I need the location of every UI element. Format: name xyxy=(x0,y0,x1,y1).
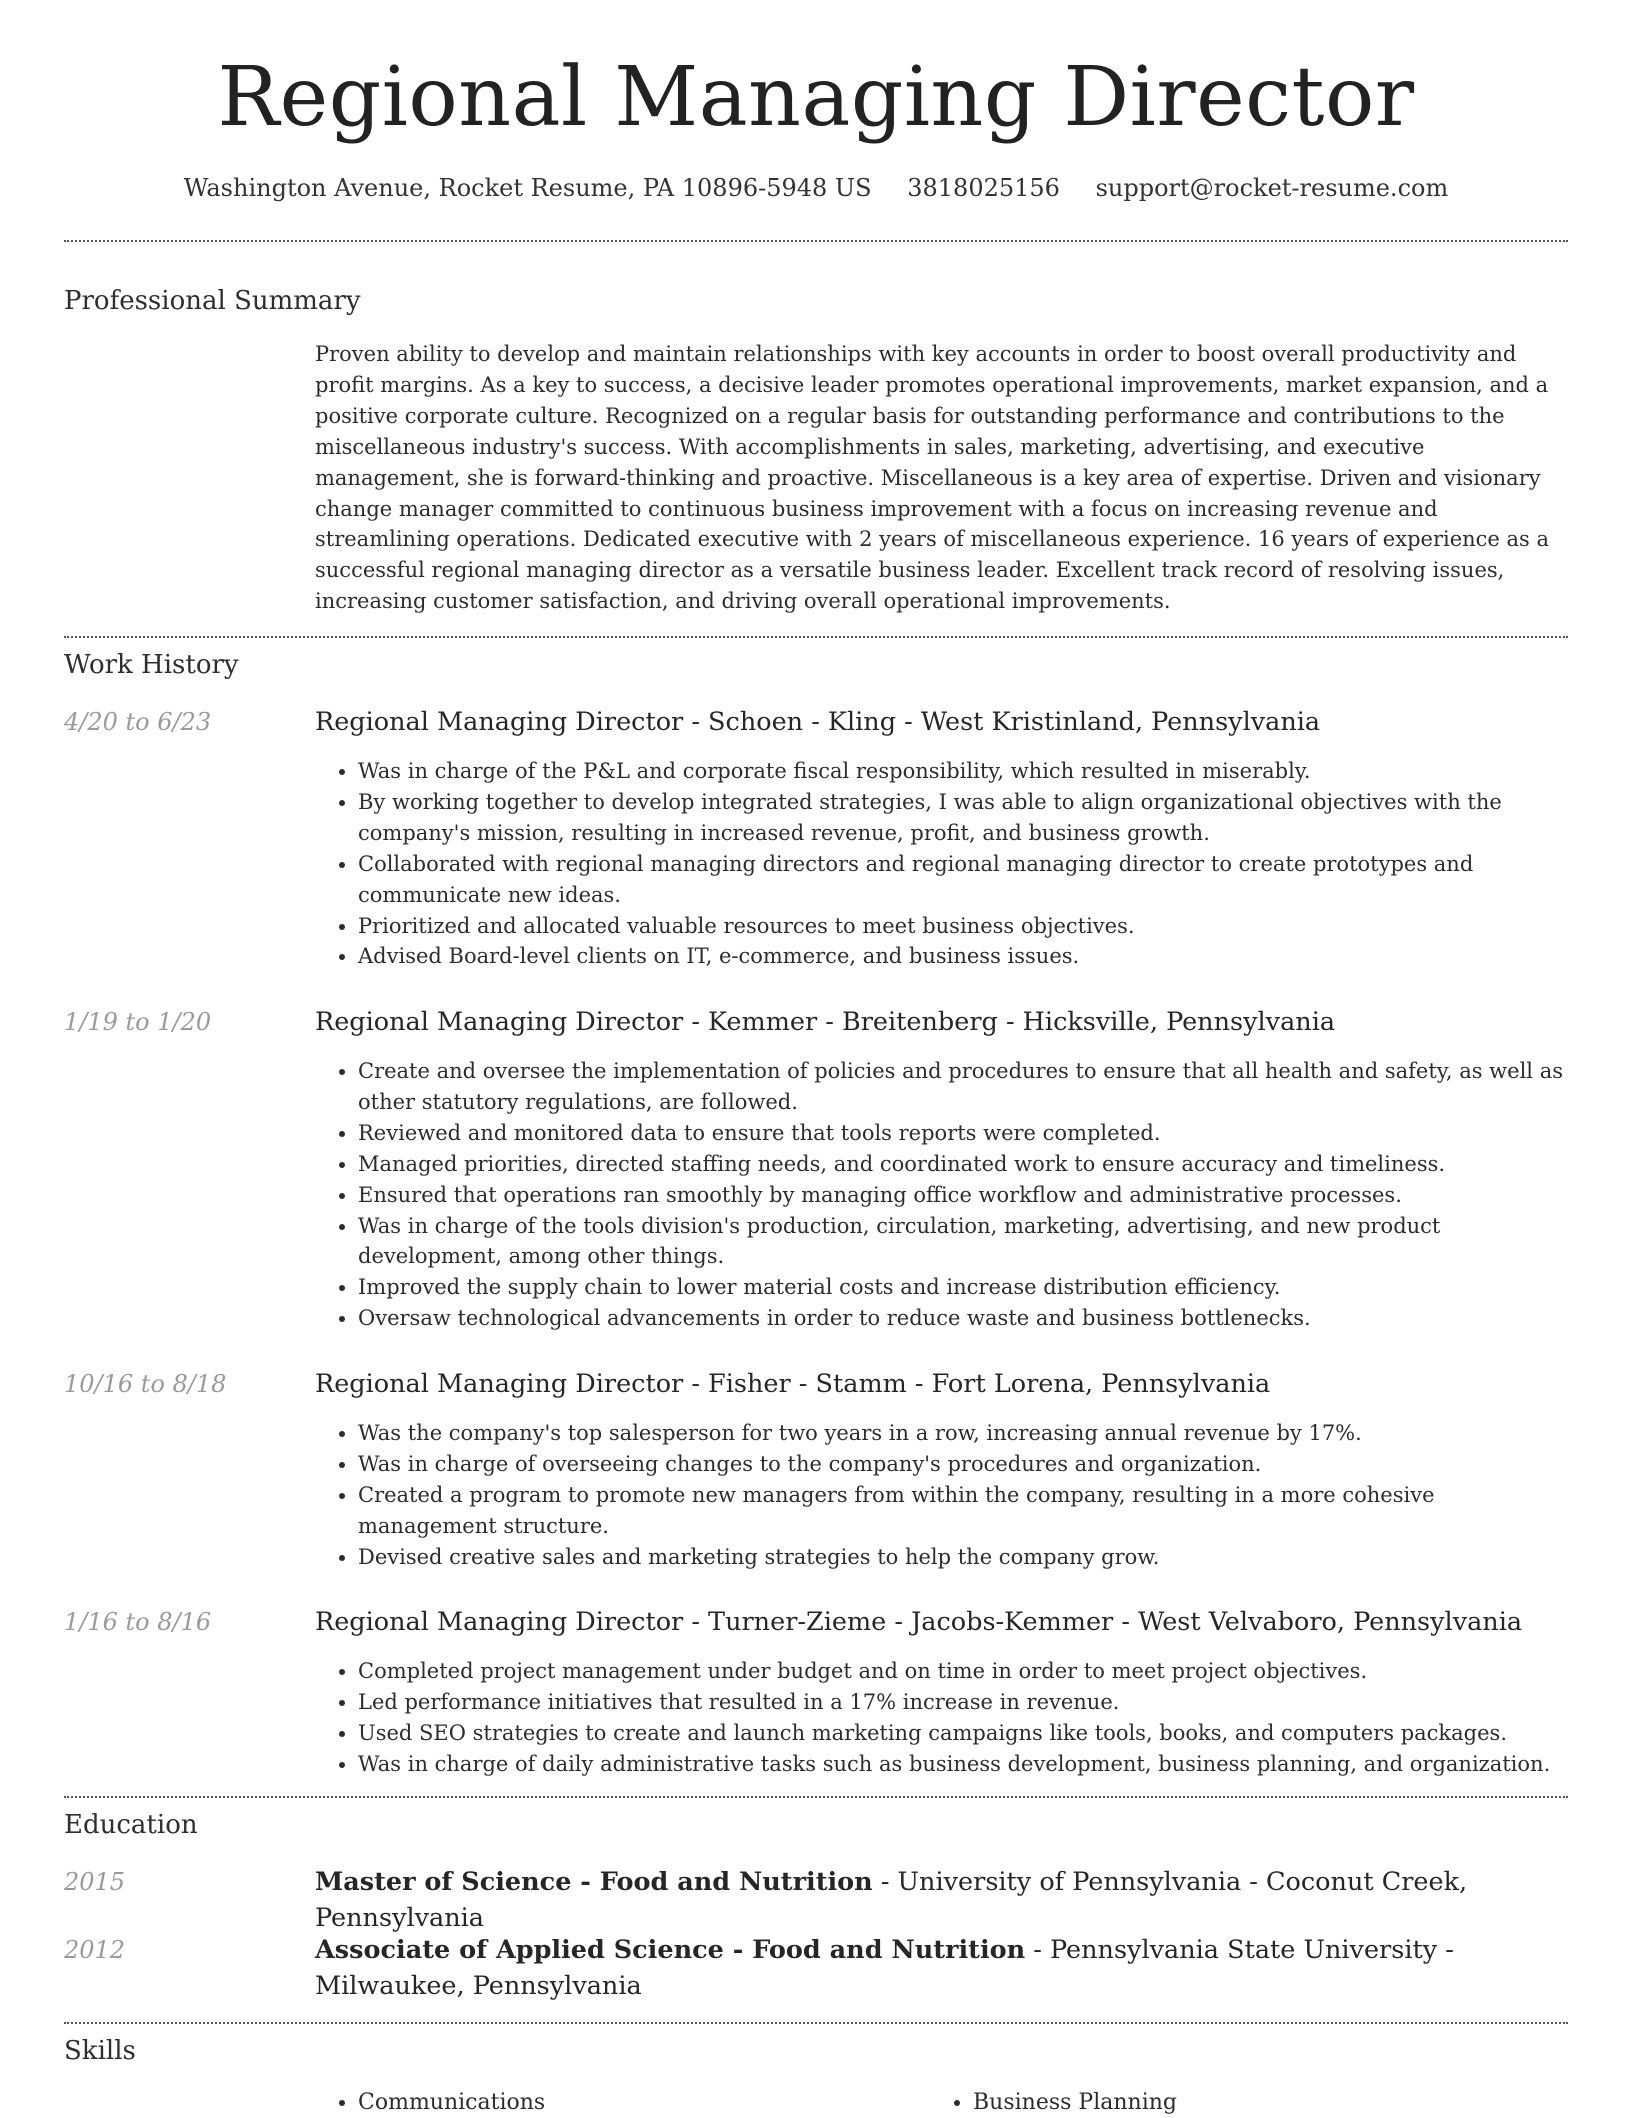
job-title xyxy=(315,1366,1568,1402)
list-item: • Was in charge of daily administrative tasks such as business development, business planning, and organization. xyxy=(358,1749,1568,1780)
job-title xyxy=(315,1604,1568,1640)
list-item: • Collaborated with regional managing directors and regional managing director to create prototypes and communicate new ideas. xyxy=(358,849,1568,911)
summary-heading: Professional Summary xyxy=(64,286,361,316)
list-item: • Reviewed and monitored data to ensure that tools reports were completed. xyxy=(358,1118,1568,1149)
list-item: • Advised Board-level clients on IT, e-commerce, and business issues. xyxy=(358,941,1568,972)
list-item: • Prioritized and allocated valuable resources to meet business objectives. xyxy=(358,911,1568,942)
job-role: Regional Managing Director xyxy=(315,1607,684,1637)
education-date: 2015 xyxy=(64,1868,126,1896)
contact-line xyxy=(64,168,1568,208)
education-entry xyxy=(315,1864,1568,1936)
skill-item: • Communications xyxy=(358,2088,918,2118)
education-heading: Education xyxy=(64,1810,198,1840)
job-date: 10/16 to 8/18 xyxy=(64,1370,227,1398)
job-company: - Kemmer - Breitenberg - Hicksville, Pennsylvania xyxy=(683,1007,1336,1037)
job-bullets xyxy=(315,1656,1568,1780)
list-item: • Devised creative sales and marketing strategies to help the company grow. xyxy=(358,1542,1568,1573)
section-divider xyxy=(64,636,1568,638)
section-divider xyxy=(64,240,1568,242)
list-item: • Was in charge of overseeing changes to the company's procedures and organization. xyxy=(358,1449,1568,1480)
job-bullets xyxy=(315,756,1568,972)
list-item: • Led performance initiatives that resulted in a 17% increase in revenue. xyxy=(358,1687,1568,1718)
job-company: - Schoen - Kling - West Kristinland, Pennsylvania xyxy=(683,707,1321,737)
job-company: - Turner-Zieme - Jacobs-Kemmer - West Velvaboro, Pennsylvania xyxy=(683,1607,1523,1637)
candidate-name: Regional Managing Director xyxy=(217,50,1415,145)
list-item: • Created a program to promote new managers from within the company, resulting in a more cohesive management structure. xyxy=(358,1480,1568,1542)
skills-list-right xyxy=(930,2088,1573,2118)
list-item: • Oversaw technological advancements in order to reduce waste and business bottlenecks. xyxy=(358,1303,1568,1334)
list-item: • Ensured that operations ran smoothly by managing office workflow and administrative processes. xyxy=(358,1180,1568,1211)
job-bullets xyxy=(315,1418,1568,1573)
list-item: • By working together to develop integrated strategies, I was able to align organizational objectives with the company's mission, resulting in increased revenue, profit, and business growth. xyxy=(358,787,1568,849)
skill-item: • Business Planning xyxy=(973,2088,1573,2118)
education-school: - University of Pennsylvania - Coconut Creek, Pennsylvania xyxy=(315,1867,1468,1933)
education-date: 2012 xyxy=(64,1936,126,1964)
job-title xyxy=(315,704,1568,740)
list-item: • Used SEO strategies to create and launch marketing campaigns like tools, books, and computers packages. xyxy=(358,1718,1568,1749)
education-entry xyxy=(315,1932,1568,2004)
list-item: • Was the company's top salesperson for two years in a row, increasing annual revenue by 17%. xyxy=(358,1418,1568,1449)
job-date: 1/19 to 1/20 xyxy=(64,1008,212,1036)
job-role: Regional Managing Director xyxy=(315,1007,684,1037)
summary-text: Proven ability to develop and maintain relationships with key accounts in order to boost overall productivity and profit margins. As a key to success, a decisive leader promotes operational improvements, market expansion, and a positive corporate culture. Recognized on a regular basis for outstanding performance and contributions to the miscellaneous industry's success. With accomplishments in sales, marketing, advertising, and executive management, she is forward-thinking and proactive. Miscellaneous is a key area of expertise. Driven and visionary change manager committed to continuous business improvement with a focus on increasing revenue and streamlining operations. Dedicated executive with 2 years of miscellaneous experience. 16 years of experience as a successful regional managing director as a versatile business leader. Excellent track record of resolving issues, increasing customer satisfaction, and driving overall operational improvements. xyxy=(315,342,1550,614)
education-school: - Pennsylvania State University - Milwaukee, Pennsylvania xyxy=(315,1935,1454,2001)
list-item: • Was in charge of the tools division's production, circulation, marketing, advertising, and new product development, among other things. xyxy=(358,1211,1568,1273)
job-bullets xyxy=(315,1056,1568,1334)
list-item: • Completed project management under budget and on time in order to meet project objectives. xyxy=(358,1656,1568,1687)
list-item: • Was in charge of the P&L and corporate fiscal responsibility, which resulted in miserably. xyxy=(358,756,1568,787)
job-date: 1/16 to 8/16 xyxy=(64,1608,212,1636)
job-title xyxy=(315,1004,1568,1040)
education-degree: Master of Science - Food and Nutrition xyxy=(315,1867,873,1897)
list-item: • Managed priorities, directed staffing needs, and coordinated work to ensure accuracy and timeliness. xyxy=(358,1149,1568,1180)
section-divider xyxy=(64,1796,1568,1798)
job-company: - Fisher - Stamm - Fort Lorena, Pennsylvania xyxy=(683,1369,1271,1399)
section-divider xyxy=(64,2022,1568,2024)
contact-phone: 3818025156 xyxy=(907,174,1060,202)
contact-address: Washington Avenue, Rocket Resume, PA 10896-5948 US xyxy=(183,174,872,202)
list-item: • Improved the supply chain to lower material costs and increase distribution efficiency. xyxy=(358,1272,1568,1303)
work-history-heading: Work History xyxy=(64,650,239,680)
list-item: • Create and oversee the implementation of policies and procedures to ensure that all health and safety, as well as other statutory regulations, are followed. xyxy=(358,1056,1568,1118)
job-role: Regional Managing Director xyxy=(315,1369,684,1399)
skills-list-left xyxy=(315,2088,918,2118)
skills-heading: Skills xyxy=(64,2036,136,2066)
education-degree: Associate of Applied Science - Food and Nutrition xyxy=(315,1935,1026,1965)
contact-email: support@rocket-resume.com xyxy=(1095,174,1449,202)
job-date: 4/20 to 6/23 xyxy=(64,708,212,736)
job-role: Regional Managing Director xyxy=(315,707,684,737)
